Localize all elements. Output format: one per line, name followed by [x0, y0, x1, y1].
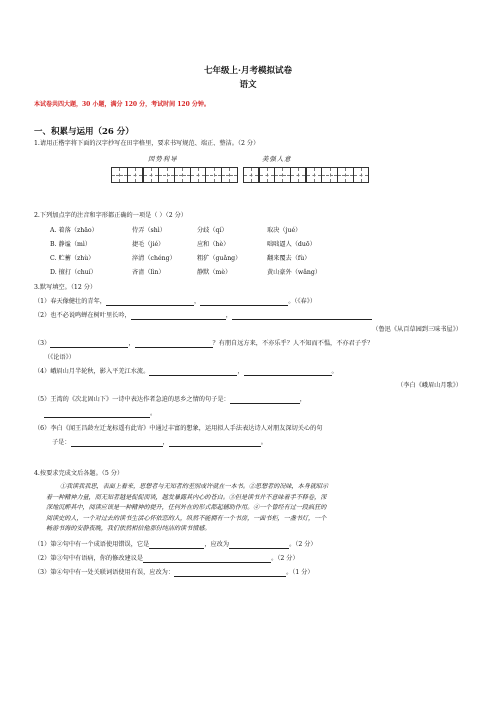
answer-blank[interactable]: [229, 541, 289, 549]
answer-blank[interactable]: [143, 555, 271, 563]
answer-blank[interactable]: [71, 439, 163, 447]
fill-item-5: （5）王湾的《次北固山下》一诗中表达作者急迫的思乡之情的句子是： ，: [34, 396, 306, 403]
grid-cell[interactable]: [111, 167, 128, 183]
grid-cell[interactable]: [290, 167, 307, 183]
grid-cell[interactable]: [274, 167, 291, 183]
grid-cell[interactable]: [143, 167, 160, 183]
grid-cell[interactable]: [243, 167, 260, 183]
answer-blank[interactable]: [174, 569, 286, 577]
option-c[interactable]: C. 贮蓄（zhù） 淬清（chéng） 粗犷（guǎng） 翻来覆去（fù）: [50, 255, 311, 262]
fill-item-2: （2）也不必说鸣蝉在树叶里长吟， ，: [34, 311, 372, 320]
fill-item-6-cont: 子是： ， 。: [52, 439, 267, 446]
exam-notice: 本试卷共四大题，30 小题，满分 120 分，考试时间 120 分钟。: [34, 101, 210, 108]
question-4-text: 4.按要求完成文后各题。（5 分）: [34, 470, 124, 477]
option-d[interactable]: D. 擅打（chuí） 吝啬（lìn） 静默（mè） 黄山豪外（wǎng）: [50, 269, 322, 276]
answer-blank[interactable]: [232, 312, 372, 320]
phrase-2: 美强人意: [262, 155, 292, 163]
sub-question-2: （2）第③句中有语病，你的修改建议是 。（2 分）: [34, 555, 299, 562]
answer-blank[interactable]: [106, 298, 194, 306]
grid-cell[interactable]: [259, 167, 276, 183]
sub-question-3: （3）第④句中有一处关联词语使用有误，应改为： 。（1 分）: [34, 569, 314, 576]
fill-item-4-source: （李白《峨眉山月歌》）: [397, 382, 462, 389]
answer-blank[interactable]: [200, 298, 288, 306]
fill-item-3: （3） ， ？有朋自远方来，不亦乐乎？人不知而不愠，不亦君子乎？: [34, 340, 374, 347]
fill-item-1: （1）春天像健壮的青年， ， 。（《春》）: [34, 298, 317, 305]
question-1-text: 1.请用正楷字将下面的汉字抄写在田字格里，要求书写规范、端正、整洁。（2 分）: [34, 140, 260, 147]
grid-cell[interactable]: [205, 167, 222, 183]
grid-cell[interactable]: [306, 167, 323, 183]
exam-subject: 语文: [239, 80, 257, 90]
answer-blank[interactable]: [44, 410, 150, 418]
answer-blank[interactable]: [149, 541, 204, 549]
grid-cell[interactable]: [321, 167, 338, 183]
grid-cell[interactable]: [190, 167, 207, 183]
answer-blank[interactable]: [169, 439, 261, 447]
grid-cell[interactable]: [221, 167, 238, 183]
answer-blank[interactable]: [244, 368, 332, 376]
option-a[interactable]: A. 着落（zhāo） 侍弄（shì） 分歧（qí） 取决（jué）: [50, 227, 302, 234]
fill-item-6: （6）李白《闻王昌龄左迁龙标遥有此寄》中通过丰富的想象，运用拟人手法表达诗人对朋友深切关心的句: [34, 425, 323, 432]
grid-cell[interactable]: [353, 167, 370, 183]
grid-cell[interactable]: [337, 167, 354, 183]
answer-blank[interactable]: [135, 340, 213, 348]
grid-cell[interactable]: [174, 167, 191, 183]
fill-item-5-cont: 。: [44, 409, 156, 418]
grid-cell[interactable]: [158, 167, 175, 183]
exam-title: 七年级上·月考模拟试卷: [204, 66, 292, 76]
writing-grid[interactable]: [112, 167, 369, 183]
answer-blank[interactable]: [50, 340, 128, 348]
fill-item-4: （4）峨眉山月半轮秋，影入平羌江水流。 ， 。: [34, 368, 338, 375]
reading-passage: ①我读我我思，表面上看来，思想者与无知者的差别或许就在一本书。②思想者的况味，本身就昭示 着一种精神力量，而无知者越是促促而谈，越发暴露其内心的苍白。③但是读书并不意味着手不释卷，深 深地沉醉其中，阅读应该是一种精神的提升，任何外在的形式都起辅助作用。④一个曾经有过一段疯狂的 阅读史的人，一个对过去的读书生活心怀依恋的人，纵然不能拥有一个书房，一面书柜，一盏书灯，一个 畅游书海的安静夜晚，我们依然相信他那份纯洁的读书情感。: [46, 483, 329, 532]
fill-item-2-source: （鲁迅《从百草园到三味书屋》）: [372, 326, 462, 333]
answer-blank[interactable]: [230, 396, 300, 404]
fill-item-3-source: （《论语》）: [44, 354, 75, 361]
sub-question-1: （1）第②句中有一个成语使用错误，它是 ，应改为 。（2 分）: [34, 541, 317, 548]
question-2-text: 2.下列加点字的注音和字形都正确的一项是（ ）（2 分）: [34, 212, 187, 219]
section-heading: 一、积累与运用（26 分）: [34, 127, 134, 137]
grid-cell[interactable]: [127, 167, 144, 183]
answer-blank[interactable]: [149, 368, 237, 376]
question-3-text: 3.默写填空。（12 分）: [34, 284, 97, 291]
phrase-1: 因势利导: [148, 155, 178, 163]
option-b[interactable]: B. 静谧（mì） 捷毛（jié） 应和（hè） 咄咄逼人（duō）: [50, 241, 316, 248]
answer-blank[interactable]: [131, 312, 226, 320]
